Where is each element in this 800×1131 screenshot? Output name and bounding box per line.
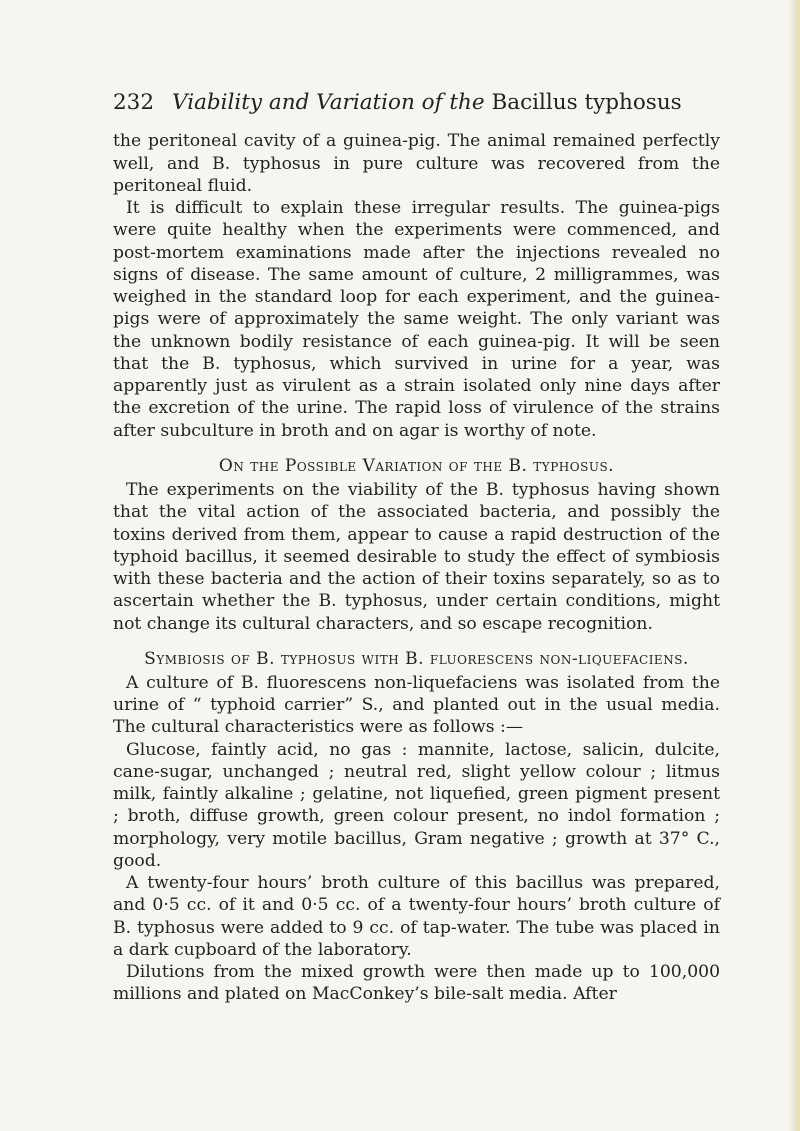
section-heading-symbiosis: Symbiosis of B. typhosus with B. fluorescens non-liquefaciens. [144, 648, 689, 669]
paragraph-2: It is difficult to explain these irregular results. The guinea-pigs were quite healthy when the experiments were commenced, and post-mortem examinations made after the injections revealed no signs of disease. The same amount of culture, 2 milligrammes, was weighed in the standard loop for each experiment, and the guinea-pigs were of approximately the same weight. The only variant was the unknown bodily resistance of each guinea-pig. It will be seen that the B. typhosus, which survived in urine for a year, was apparently just as virulent as a strain isolated only nine days after the excretion of the urine. The rapid loss of virulence of the strains after subculture in broth and on agar is worthy of note. [113, 198, 720, 441]
page-number: 232 [113, 90, 155, 115]
running-title [172, 92, 682, 114]
paragraph-5: Glucose, faintly acid, no gas : mannite, lactose, salicin, dulcite, cane-sugar, unchanged ; neutral red, slight yellow colour ; litmus milk, faintly alkaline ; gelatine, not liquefied, green pigment present ; broth, diffuse growth, green colour present, no indol formation ; morphology, very motile bacillus, Gram negative ; growth at 37° C., good. [113, 739, 720, 871]
paragraph-7: Dilutions from the mixed growth were then made up to 100,000 millions and plated on MacConkey’s bile-salt media. After [113, 962, 720, 1005]
page-edge-shadow [788, 0, 800, 1131]
paragraph-1: the peritoneal cavity of a guinea-pig. The animal remained perfectly well, and B. typhosus in pure culture was recovered from the peritoneal fluid. [113, 131, 720, 196]
paragraph-6: A twenty-four hours’ broth culture of this bacillus was prepared, and 0·5 cc. of it and 0·5 cc. of a twenty-four hours’ broth culture of B. typhosus were added to 9 cc. of tap-water. The tube was placed in a dark cupboard of the laboratory. [113, 873, 720, 960]
book-page [113, 92, 720, 1006]
running-title-roman: Bacillus typhosus [491, 90, 682, 115]
running-header [113, 92, 720, 114]
running-title-italic: Viability and Variation of the [172, 90, 485, 115]
section-heading-variation: On the Possible Variation of the B. typhosus. [218, 455, 615, 476]
paragraph-3: The experiments on the viability of the B. typhosus having shown that the vital action of the associated bacteria, and possibly the toxins derived from them, appear to cause a rapid destruction of the typhoid bacillus, it seemed desirable to study the effect of symbiosis with these bacteria and the action of their toxins separately, so as to ascertain whether the B. typhosus, under certain conditions, might not change its cultural characters, and so escape recognition. [113, 480, 720, 634]
paragraph-4: A culture of B. fluorescens non-liquefaciens was isolated from the urine of “ typhoid carrier” S., and planted out in the usual media. The cultural characteristics were as follows :— [113, 672, 720, 738]
